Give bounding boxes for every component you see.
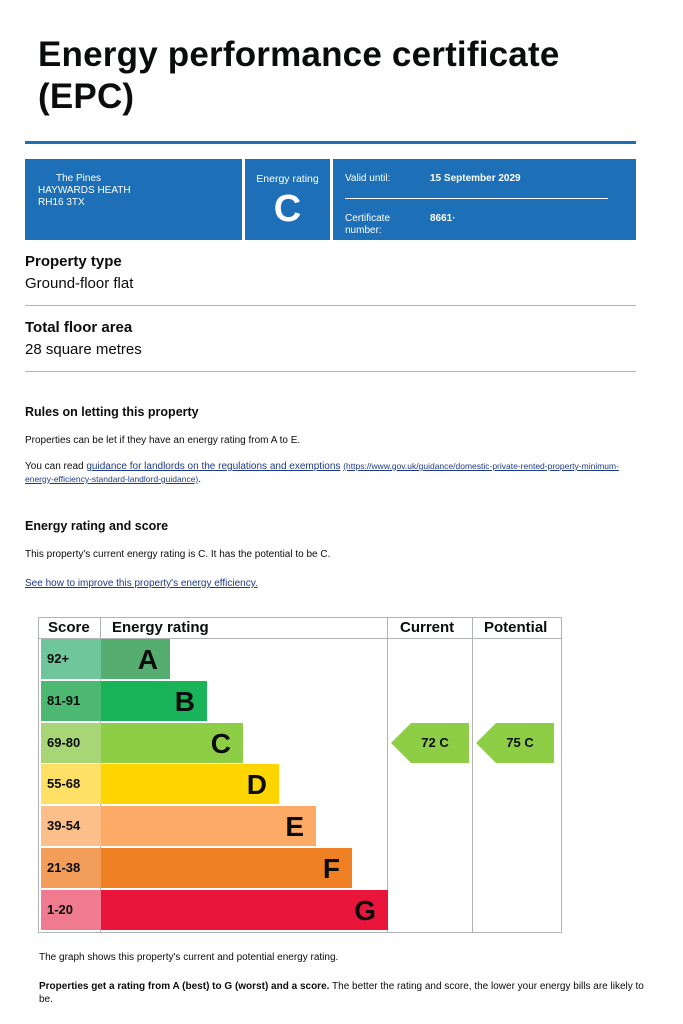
graph-divider xyxy=(472,618,473,932)
letting-rules-text: Properties can be let if they have an energy rating from A to E. xyxy=(25,435,301,446)
property-type-label: Property type xyxy=(25,253,122,270)
address-line-2: HAYWARDS HEATH xyxy=(38,185,131,196)
band-bar-d xyxy=(101,764,279,804)
band-score-e: 39-54 xyxy=(41,806,101,846)
rating-section-text: This property's current energy rating is C. It has the potential to be C. xyxy=(25,549,331,560)
current-rating-arrow xyxy=(391,723,469,763)
band-bar-f xyxy=(101,848,352,888)
band-score-g: 1-20 xyxy=(41,890,101,930)
floor-area-value: 28 square metres xyxy=(25,341,142,358)
guidance-suffix: . xyxy=(198,474,202,485)
guidance-link[interactable]: guidance for landlords on the regulations and exemptions xyxy=(86,461,341,472)
property-type-value: Ground-floor flat xyxy=(25,275,134,292)
band-letter-g: G xyxy=(354,894,376,926)
band-letter-c: C xyxy=(210,727,231,759)
energy-rating-box xyxy=(245,159,330,240)
rating-explanation-rest: The better the rating and score, the lower your energy bills are likely to be. xyxy=(39,981,644,1005)
band-letter-f: F xyxy=(322,853,340,884)
band-bar-b xyxy=(101,681,207,721)
validity-box xyxy=(333,159,636,240)
energy-rating-header: Energy rating xyxy=(112,619,209,636)
graph-divider xyxy=(387,618,388,932)
certificate-number-value: 8661· xyxy=(430,213,456,224)
band-bar-g xyxy=(101,890,388,930)
section-divider xyxy=(25,371,636,372)
letting-rules-heading: Rules on letting this property xyxy=(25,405,199,419)
band-score-f: 21-38 xyxy=(41,848,101,888)
score-header: Score xyxy=(48,619,90,636)
guidance-paragraph xyxy=(25,460,625,486)
energy-rating-graph xyxy=(38,617,562,933)
address-line-3: RH16 3TX xyxy=(38,197,85,208)
band-letter-b: B xyxy=(174,685,195,717)
valid-until-value: 15 September 2029 xyxy=(430,173,521,184)
energy-rating-letter: C xyxy=(273,188,302,230)
validity-divider xyxy=(345,198,608,199)
graph-caption: The graph shows this property's current and potential energy rating. xyxy=(39,952,339,963)
band-score-a: 92+ xyxy=(41,639,101,679)
valid-until-label: Valid until: xyxy=(345,173,391,184)
page-title: Energy performance certificate (EPC) xyxy=(38,35,560,116)
band-score-c: 69-80 xyxy=(41,723,101,763)
certificate-number-label: Certificate number: xyxy=(345,213,391,236)
band-letter-e: E xyxy=(285,811,304,843)
address-line-1: The Pines xyxy=(56,173,102,184)
guidance-url[interactable]: (https://www.gov.uk/guidance/domestic-private-rented-property-minimum-energy-efficiency-standard-landlord-guidance) xyxy=(25,461,619,484)
band-letter-d: D xyxy=(246,769,267,801)
address-box xyxy=(25,159,242,240)
potential-header: Potential xyxy=(484,619,548,636)
potential-rating-arrow-label: 75 C xyxy=(506,734,534,750)
title-divider xyxy=(25,141,636,144)
band-bar-a xyxy=(101,639,170,679)
band-letter-a: A xyxy=(137,644,158,675)
band-score-b: 81-91 xyxy=(41,681,101,721)
band-bar-e xyxy=(101,806,316,846)
section-divider xyxy=(25,305,636,306)
band-bar-c xyxy=(101,723,243,763)
guidance-prefix: You can read xyxy=(25,461,87,472)
potential-rating-arrow xyxy=(476,723,554,763)
floor-area-label: Total floor area xyxy=(25,319,133,336)
current-rating-arrow-label: 72 C xyxy=(421,734,449,750)
energy-rating-label: Energy rating xyxy=(256,173,319,185)
band-score-d: 55-68 xyxy=(41,764,101,804)
rating-explanation-bold: Properties get a rating from A (best) to G (worst) and a score. xyxy=(39,981,330,992)
current-header: Current xyxy=(400,619,455,636)
improve-efficiency-link[interactable]: See how to improve this property's energy efficiency. xyxy=(25,578,258,589)
rating-explanation xyxy=(39,980,654,1006)
rating-section-heading: Energy rating and score xyxy=(25,519,169,533)
